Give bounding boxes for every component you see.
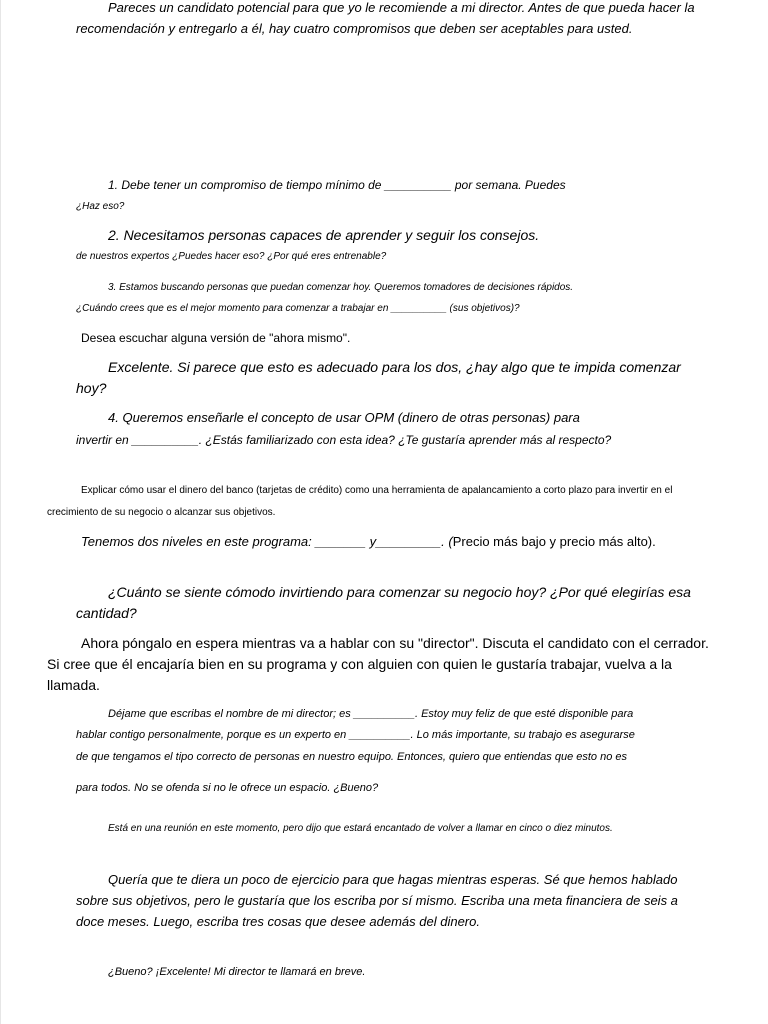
exercise-line-1: Quería que te diera un poco de ejercicio para que hagas mientras esperas. Sé que hemos hablado bbox=[108, 872, 678, 887]
levels-line bbox=[81, 534, 656, 549]
intro-line-2: recomendación y entregarlo a él, hay cuatro compromisos que deben ser aceptables para usted. bbox=[76, 21, 633, 36]
closing-line: ¿Bueno? ¡Excelente! Mi director te llamará en breve. bbox=[108, 966, 366, 978]
note-right-now: Desea escuchar alguna versión de "ahora mismo". bbox=[81, 331, 351, 345]
hold-line-3: llamada. bbox=[47, 677, 100, 693]
excellent-line-1: Excelente. Si parece que esto es adecuado para los dos, ¿hay algo que te impida comenzar bbox=[108, 359, 681, 375]
commitment-1-line-2: ¿Haz eso? bbox=[76, 201, 125, 212]
director-line-3: de que tengamos el tipo correcto de personas en nuestro equipo. Entonces, quiero que entiendas que esto no es bbox=[76, 751, 627, 763]
commitment-2-line-1: 2. Necesitamos personas capaces de aprender y seguir los consejos. bbox=[108, 227, 540, 243]
levels-plain: Precio más bajo y precio más alto). bbox=[452, 534, 656, 549]
note-opm-line-1: Explicar cómo usar el dinero del banco (tarjetas de crédito) como una herramienta de apalancamiento a corto plazo para invertir en el bbox=[81, 485, 673, 496]
exercise-line-2: sobre sus objetivos, pero le gustaría que los escriba por sí mismo. Escriba una meta financiera de seis a bbox=[76, 893, 678, 908]
comfort-line-2: cantidad? bbox=[76, 605, 137, 621]
intro-line-1: Pareces un candidato potencial para que yo le recomiende a mi director. Antes de que pueda hacer la bbox=[108, 0, 695, 15]
commitment-3-line-1: 3. Estamos buscando personas que puedan comenzar hoy. Queremos tomadores de decisiones rápidos. bbox=[108, 282, 574, 293]
director-line-1: Déjame que escribas el nombre de mi director; es __________. Estoy muy feliz de que esté disponible para bbox=[108, 708, 634, 720]
hold-line-2: Si cree que él encajaría bien en su programa y con alguien con quien le gustaría trabajar, vuelva a la bbox=[47, 656, 672, 672]
note-opm-line-2: crecimiento de su negocio o alcanzar sus objetivos. bbox=[47, 507, 276, 518]
commitment-1-line-1: 1. Debe tener un compromiso de tiempo mínimo de __________ por semana. Puedes bbox=[108, 178, 566, 192]
commitment-4-line-1: 4. Queremos enseñarle el concepto de usar OPM (dinero de otras personas) para bbox=[108, 410, 580, 425]
director-line-2: hablar contigo personalmente, porque es un experto en __________. Lo más importante, su trabajo es asegurarse bbox=[76, 729, 635, 741]
commitment-3-line-2: ¿Cuándo crees que es el mejor momento para comenzar a trabajar en __________ (sus objetivos)? bbox=[76, 303, 520, 314]
levels-italic: Tenemos dos niveles en este programa: _______ y_________. ( bbox=[81, 534, 453, 549]
commitment-2-line-2: de nuestros expertos ¿Puedes hacer eso? ¿Por qué eres entrenable? bbox=[76, 251, 387, 262]
page-left-edge bbox=[0, 0, 1, 1024]
hold-line-1: Ahora póngalo en espera mientras va a hablar con su "director". Discuta el candidato con el cerrador. bbox=[81, 635, 709, 651]
comfort-line-1: ¿Cuánto se siente cómodo invirtiendo para comenzar su negocio hoy? ¿Por qué elegirías esa bbox=[108, 584, 691, 600]
director-line-4: para todos. No se ofenda si no le ofrece un espacio. ¿Bueno? bbox=[76, 782, 379, 794]
meeting-note: Está en una reunión en este momento, pero dijo que estará encantado de volver a llamar en cinco o diez minutos. bbox=[108, 823, 613, 834]
exercise-line-3: doce meses. Luego, escriba tres cosas que desee además del dinero. bbox=[76, 914, 480, 929]
excellent-line-2: hoy? bbox=[76, 380, 107, 396]
commitment-4-line-2: invertir en __________. ¿Estás familiarizado con esta idea? ¿Te gustaría aprender más al respecto? bbox=[76, 433, 612, 447]
